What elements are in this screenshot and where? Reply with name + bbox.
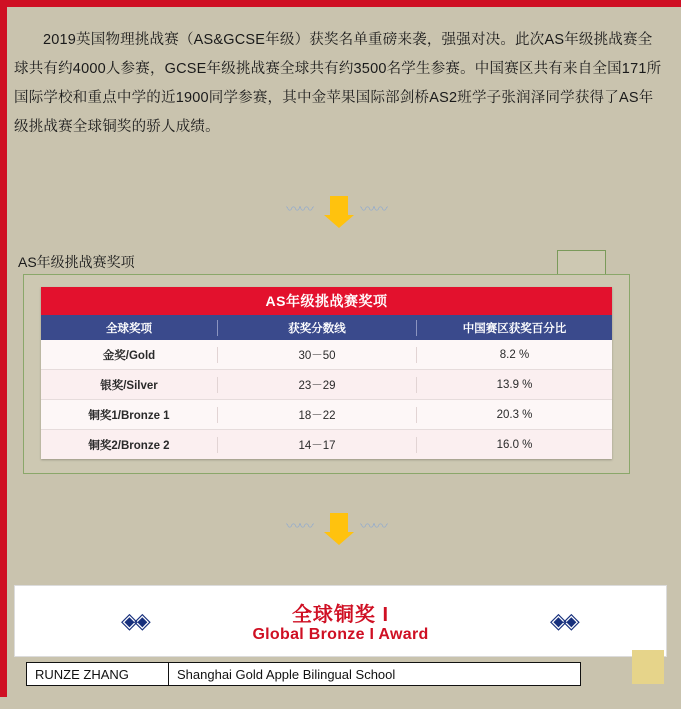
squiggle-left-icon: 〰〰 <box>286 201 313 218</box>
certificate-banner <box>14 585 667 657</box>
down-arrow-group-bottom <box>286 513 396 547</box>
squiggle-right-icon: 〰〰 <box>360 201 387 218</box>
cell-percent: 13.9 % <box>496 378 533 391</box>
table-header-row <box>41 315 612 340</box>
cell-award: 银奖/Silver <box>100 379 158 392</box>
table-row <box>41 340 612 370</box>
cell-score: 18－22 <box>217 407 417 423</box>
squiggle-right-icon: 〰〰 <box>360 518 387 535</box>
squiggle-left-icon: 〰〰 <box>286 518 313 535</box>
table-header-award: 全球奖项 <box>106 322 152 335</box>
top-red-bar <box>0 0 681 7</box>
table-row <box>41 370 612 400</box>
certificate-title-en: Global Bronze I Award <box>252 626 429 643</box>
awards-table <box>41 287 612 459</box>
cell-percent: 8.2 % <box>499 348 530 361</box>
cell-percent: 16.0 % <box>496 438 533 451</box>
cell-award: 金奖/Gold <box>102 349 156 362</box>
section-label: AS年级挑战赛奖项 <box>18 254 135 270</box>
student-info-row <box>26 662 581 686</box>
table-header-score: 获奖分数线 <box>217 320 417 336</box>
school-name: Shanghai Gold Apple Bilingual School <box>177 666 396 682</box>
left-red-bar <box>0 0 7 709</box>
intro-paragraph: 2019英国物理挑战赛（AS&GCSE年级）获奖名单重磅来袭，强强对决。此次AS年级挑战赛全球共有约4000人参赛，GCSE年级挑战赛全球共有约3500名学生参赛。中国赛区共有来自全国171所国际学校和重点中学的近1900同学参赛，其中金苹果国际部剑桥AS2班学子张润泽同学获得了AS年级挑战赛全球铜奖的骄人成绩。 <box>14 32 662 135</box>
double-diamond-left-icon: ◈◈ <box>121 608 147 633</box>
down-arrow-icon <box>330 196 348 216</box>
cell-score: 30－50 <box>217 347 417 363</box>
down-arrow-head-icon <box>324 215 354 228</box>
certificate-title-cn: 全球铜奖 I <box>291 604 390 626</box>
cell-award: 铜奖1/Bronze 1 <box>88 409 170 422</box>
yellow-corner-box <box>632 650 664 684</box>
table-row <box>41 400 612 430</box>
down-arrow-head-icon <box>324 532 354 545</box>
student-name: RUNZE ZHANG <box>27 663 169 685</box>
cell-percent: 20.3 % <box>496 408 533 421</box>
down-arrow-icon <box>330 513 348 533</box>
double-diamond-right-icon: ◈◈ <box>550 608 576 633</box>
cell-score: 23－29 <box>217 377 417 393</box>
table-row <box>41 430 612 459</box>
cell-score: 14－17 <box>217 437 417 453</box>
down-arrow-group-top <box>286 196 396 230</box>
table-title: AS年级挑战赛奖项 <box>41 287 612 315</box>
cell-award: 铜奖2/Bronze 2 <box>88 439 170 452</box>
table-header-percent: 中国赛区获奖百分比 <box>462 322 567 335</box>
bottom-strip <box>0 697 681 709</box>
